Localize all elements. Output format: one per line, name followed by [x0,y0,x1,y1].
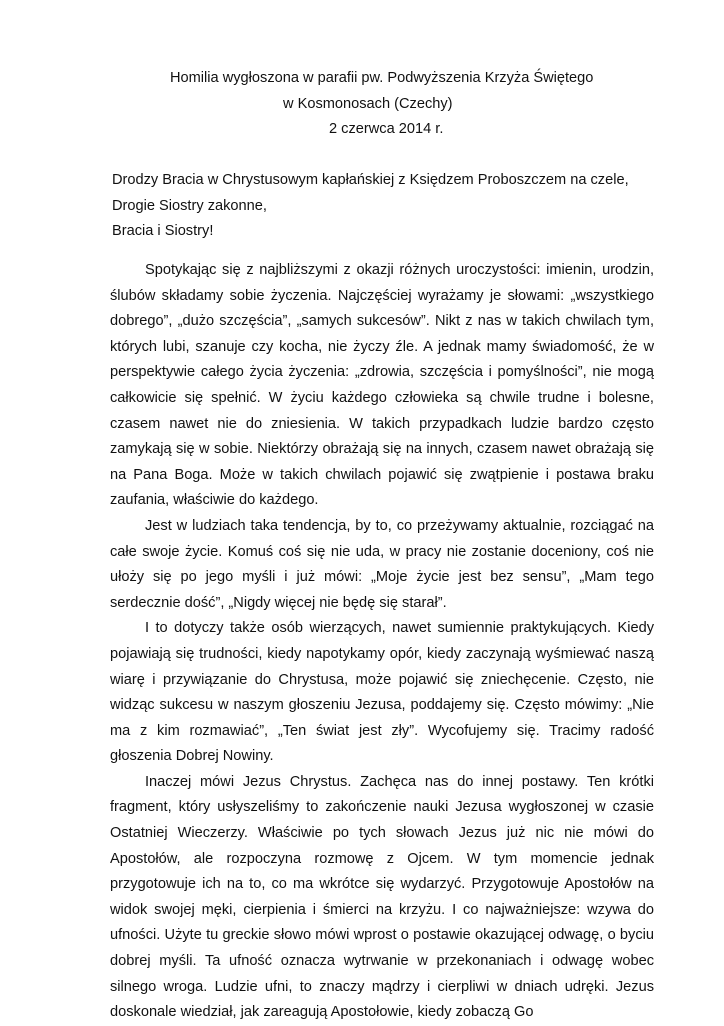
salutation-block [112,168,629,245]
homily-header [110,66,650,143]
paragraph: Inaczej mówi Jezus Chrystus. Zachęca nas do innej postawy. Ten krótki fragment, który usłyszeliśmy to zakończenie nauki Jezusa wygłoszonej w czasie Ostatniej Wieczerzy. Właściwie po tych słowach Jezus już nic nie mówi do Apostołów, ale rozpoczyna rozmowę z Ojcem. W tym momencie jednak przygotowuje ich na to, co ma wkrótce się wydarzyć. Przygotowuje Apostołów na widok swojej męki, cierpienia i śmierci na krzyżu. I co najważniejsze: wzywa do ufności. Użyte tu greckie słowo mówi wprost o postawie okazującej odwagę, o byciu dobrej myśli. Ta ufność oznacza wytrwanie w przekonaniach i odwagę wobec silnego wroga. Ludzie ufni, to znaczy mądrzy i cierpliwi w dniach udręki. Jezus doskonale wiedział, jak zareagują Apostołowie, kiedy zobaczą Go [110,773,654,1021]
salutation-line: Drodzy Bracia w Chrystusowym kapłańskiej z Księdzem Proboszczem na czele, [112,172,629,188]
paragraph: Jest w ludziach taka tendencja, by to, co przeżywamy aktualnie, rozciągać na całe swoje życie. Komuś coś się nie uda, w pracy nie zostanie doceniony, coś nie ułoży się po jego myśli i już mówi: „Moje życie jest bez sensu”, „Mam tego serdecznie dość”, „Nigdy więcej nie będę się starał”. [110,517,654,611]
homily-body [110,258,654,1026]
header-location: w Kosmonosach (Czechy) [283,95,453,112]
salutation-line: Drogie Siostry zakonne, [112,197,267,214]
salutation-line: Bracia i Siostry! [112,223,214,239]
header-date: 2 czerwca 2014 r. [329,121,444,137]
paragraph: Spotykając się z najbliższymi z okazji różnych uroczystości: imienin, urodzin, ślubów składamy sobie życzenia. Najczęściej wyrażamy je słowami: „wszystkiego dobrego”, „dużo szczęścia”, „samych sukcesów”. Nikt z nas w takich chwilach tym, których lubi, szanuje czy kocha, nie życzy źle. A jednak mamy świadomość, że w perspektywie całego życia życzenia: „zdrowia, szczęścia i pomyślności”, nie mogą całkowicie się spełnić. W życiu każdego człowieka są chwile trudne i bolesne, czasem nawet nie do zniesienia. W takich przypadkach ludzie bardzo często zamykają się w sobie. Niektórzy obrażają się na innych, czasem nawet obrażają się na Pana Boga. Może w takich chwilach pojawić się zwątpienie i postawa braku zaufania, właściwie do każdego. [110,262,654,509]
header-title: Homilia wygłoszona w parafii pw. Podwyższenia Krzyża Świętego [170,70,594,86]
paragraph: I to dotyczy także osób wierzących, nawet sumiennie praktykujących. Kiedy pojawiają się trudności, kiedy napotykamy opór, kiedy zaczynają wyśmiewać naszą wiarę i przywiązanie do Chrystusa, może pojawić się zniechęcenie. Często, nie widząc sukcesu w naszym głoszeniu Jezusa, poddajemy się. Często mówimy: „Nie ma z kim rozmawiać”, „Ten świat jest zły”. Wycofujemy się. Tracimy radość głoszenia Dobrej Nowiny. [110,620,654,765]
